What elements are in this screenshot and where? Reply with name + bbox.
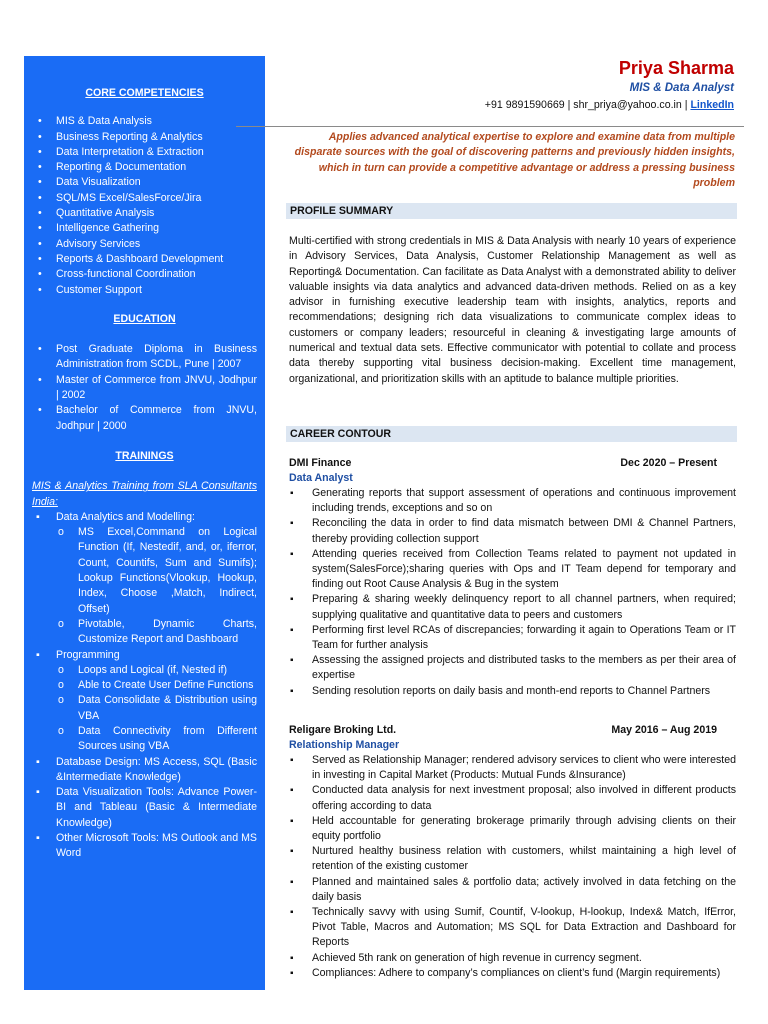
trainings-list — [32, 648, 257, 663]
competency-item: • Customer Support — [32, 283, 257, 298]
competency-item: • Reports & Dashboard Development — [32, 252, 257, 267]
job-bullet: ▪ Served as Relationship Manager; rendered advisory services to client who were interested in investing in Capital Market (Products: Mutual Funds &Insurance) — [289, 753, 736, 783]
job-bullet: ▪ Performing first level RCAs of discrepancies; forwarding it again to Operations Team or IT Team for further analysis — [289, 623, 736, 653]
job-role: Relationship Manager — [289, 739, 400, 751]
competencies-heading: CORE COMPETENCIES — [85, 87, 204, 99]
contact-line — [485, 99, 734, 111]
job-bullet: ▪ Planned and maintained sales & portfolio data; actively involved in data fetching on the daily basis — [289, 875, 736, 905]
candidate-title: MIS & Data Analyst — [629, 82, 734, 94]
job-bullet: ▪ Attending queries received from Collection Teams related to payment not updated in system(SalesForce);sharing queries with Ops and IT Team depend for temporary and finding out Root Cause Analysis & Bug in the system — [289, 547, 736, 593]
training-subitem: o Data Connectivity from Different Sources using VBA — [32, 724, 257, 755]
training-item-label: Data Analytics and Modelling: — [56, 510, 195, 523]
training-sublist — [32, 525, 257, 647]
training-item: ▪ Data Visualization Tools: Advance Power-BI and Tableau (Basic & Intermediate Knowledge) — [32, 785, 257, 831]
job-dates: Dec 2020 – Present — [620, 457, 717, 469]
profile-summary-text: Multi-certified with strong credentials in MIS & Data Analysis with nearly 10 years of experience in Advisory Services, Data Analysis, Customer Relationship Management as well as Reporting& Documentation. Can facilitate as Data Analyst with a demonstrated ability to deliver valuable insights via data analytics and advanced data-driven methods. Relied on as a key advisor in furnishing executive leadership team with insights, analytics, reports and recommendations; designing rich data visualizations to communicate complex ideas to customers or company leaders; resourceful in cleaning & investigating large amounts of numerical and textual data sets. Effective communicator with potential to collate and process data thereby supporting vital business decision-making. Excellent time management, organizational, and prioritization skills with an aptitude to balance multiple priorities. — [289, 235, 736, 385]
job-header — [289, 724, 717, 736]
education-item: • Post Graduate Diploma in Business Administration from SCDL, Pune | 2007 — [32, 342, 257, 373]
competency-item: • SQL/MS Excel/SalesForce/Jira — [32, 191, 257, 206]
job-header — [289, 457, 717, 469]
training-item: ▪ Programming — [32, 648, 257, 663]
trainings-list — [32, 510, 257, 525]
career-contour-heading: CAREER CONTOUR — [286, 426, 737, 442]
trainings-heading: TRAININGS — [115, 449, 174, 462]
job-company: DMI Finance — [289, 457, 352, 469]
education-list — [32, 342, 257, 434]
job-bullet: ▪ Preparing & sharing weekly delinquency report to all channel partners, when required; supplying qualitative and quantitative data to peers and customers — [289, 592, 736, 622]
profile-summary-heading: PROFILE SUMMARY — [286, 203, 737, 219]
competency-item: • Reporting & Documentation — [32, 160, 257, 175]
header-divider — [236, 126, 744, 127]
job-bullet: ▪ Achieved 5th rank on generation of high revenue in currency segment. — [289, 951, 736, 966]
job-company: Religare Broking Ltd. — [289, 724, 397, 736]
job-bullet: ▪ Reconciling the data in order to find data mismatch between DMI & Channel Partners, thereby providing collection support — [289, 516, 736, 546]
training-item: ▪ Other Microsoft Tools: MS Outlook and MS Word — [32, 831, 257, 862]
candidate-name: Priya Sharma — [618, 58, 734, 78]
education-item: • Bachelor of Commerce from JNVU, Jodhpur | 2000 — [32, 403, 257, 434]
job-bullet: ▪ Assessing the assigned projects and distributed tasks to the members as per their area of expertise — [289, 653, 736, 683]
job-role: Data Analyst — [289, 472, 353, 484]
education-heading: EDUCATION — [113, 312, 176, 325]
job-bullet: ▪ Held accountable for generating brokerage primarily through advising clients on their equity portfolio — [289, 814, 736, 844]
job-bullet: ▪ Nurtured healthy business relation with customers, whilst maintaining a high level of retention of the existing customer — [289, 844, 736, 874]
job-bullet: ▪ Conducted data analysis for next investment proposal; also involved in different products offering according to data — [289, 783, 736, 813]
job-bullet: ▪ Compliances: Adhere to company’s compliances on client’s fund (Margin requirements) — [289, 966, 736, 981]
trainings-list — [32, 755, 257, 862]
competency-item: • Data Interpretation & Extraction — [32, 145, 257, 160]
training-item — [32, 510, 257, 525]
training-subitem: o Able to Create User Define Functions — [32, 678, 257, 693]
training-provider: MIS & Analytics Training from SLA Consultants India: — [32, 480, 257, 508]
sidebar — [24, 56, 265, 990]
contact-details: +91 9891590669 | shr_priya@yahoo.co.in | — [484, 99, 688, 111]
job-bullet: ▪ Generating reports that support assessment of operations and continuous improvement including trends, exceptions and so on — [289, 486, 736, 516]
job-dates: May 2016 – Aug 2019 — [611, 724, 717, 736]
training-subitem: o Loops and Logical (if, Nested if) — [32, 663, 257, 678]
competency-item: • Business Reporting & Analytics — [32, 130, 257, 145]
education-item: • Master of Commerce from JNVU, Jodhpur | 2002 — [32, 373, 257, 404]
job-bullet: ▪ Technically savvy with using Sumif, Countif, V-lookup, H-lookup, Index& Match, IfError, Pivot Table, Macros and Automation; MS SQL for Data Extraction and Dashboard for Reports — [289, 905, 736, 951]
competency-item: • Quantitative Analysis — [32, 206, 257, 221]
training-subitem: o Pivotable, Dynamic Charts, Customize Report and Dashboard — [32, 617, 257, 648]
competency-item: • Data Visualization — [32, 175, 257, 190]
job-bullets — [289, 753, 736, 981]
training-subitem: o MS Excel,Command on Logical Function (If, Nestedif, and, or, iferror, Count, Countifs, Sum and Sumifs); Lookup Functions(Vlookup, Hookup, Index, Choose ,Match, Indirect, Offset) — [32, 525, 257, 617]
job-bullet: ▪ Sending resolution reports on daily basis and month-end reports to Channel Partners — [289, 684, 736, 699]
training-subitem: o Data Consolidate & Distribution using VBA — [32, 693, 257, 724]
competencies-list — [32, 114, 257, 298]
training-sublist — [32, 663, 257, 755]
competency-item: • MIS & Data Analysis — [32, 114, 257, 129]
competency-item: • Intelligence Gathering — [32, 221, 257, 236]
competency-item: • Advisory Services — [32, 237, 257, 252]
linkedin-link[interactable]: LinkedIn — [690, 99, 734, 111]
tagline: Applies advanced analytical expertise to explore and examine data from multiple disparate sources with the goal of discovering patterns and previously hidden insights, which in turn can provide a competitive advantage or address a pressing business problem — [294, 131, 735, 189]
job-bullets — [289, 486, 736, 699]
competency-item: • Cross-functional Coordination — [32, 267, 257, 282]
training-item: ▪ Database Design: MS Access, SQL (Basic &Intermediate Knowledge) — [32, 755, 257, 786]
